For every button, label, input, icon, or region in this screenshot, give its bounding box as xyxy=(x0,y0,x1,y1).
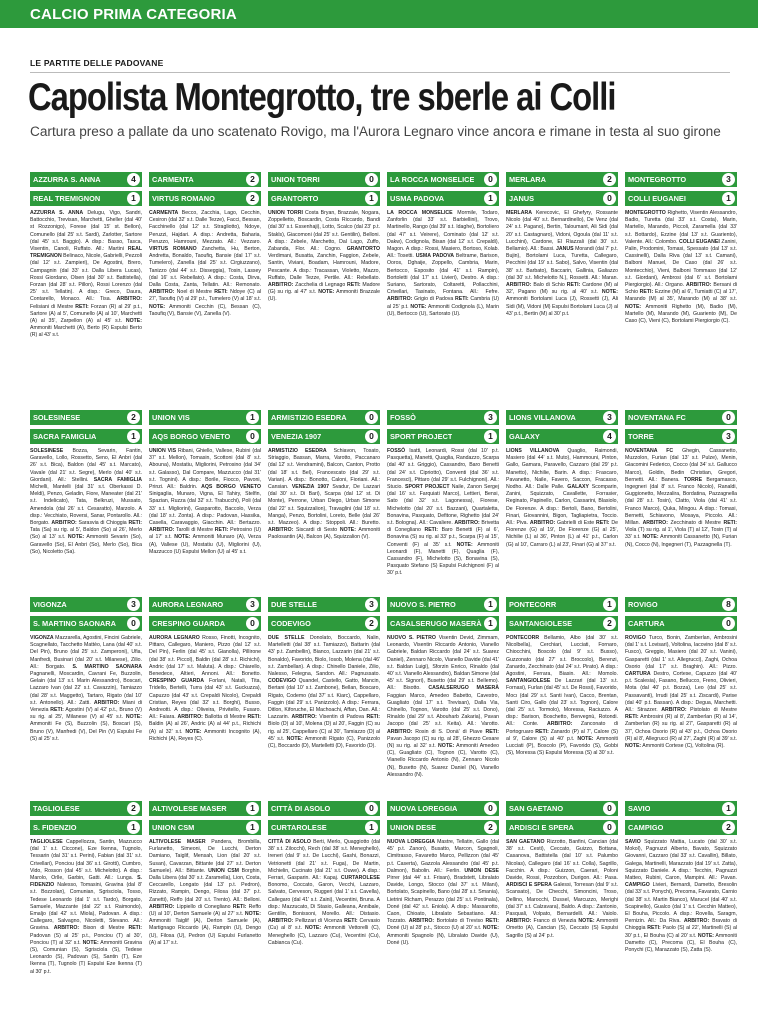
home-team-row xyxy=(30,597,142,612)
match-box xyxy=(30,172,142,404)
home-team-score: 1 xyxy=(603,598,616,611)
match-report: ALTIVOLESE MASER Pandera, Brombilla, Furlanetto, Simeoni, De Lucchi, Derton Damiano, Taiglif, Mensah, Lion (dal 20' s.t. Susan), Cavarzan, Bittante (dal 27' s.t. Derton Samuele). All.: Bittante. UNION CSM Borghin, Dalla Libera (dal 30' s.t. Zaramella), Lion, Costa, Ceccarello, Longato (dal 13' p.t. Pedron), Rizzato, Rampin, Dengo, Filosa (dal 37' p.t. Zanetti), Reffo (dal 20' s.t. Trento). All.: Belloni. ARBITRO: Lippiello di Conegliano RETI: Reffo (U) al 10', Derton Samuele (A) al 27' s.t. NOTE: Ammoniti Taiglif (A), Derton Samuele (A), Martignago Riccardo (A), Rampin (U), Dengo (U), Filosa (U), Pedron (U) Espulsi Furlanetto (A) al 17' s.t. xyxy=(149,839,261,946)
away-team-name: TORRE xyxy=(628,432,654,441)
home-team-name: CARMENTA xyxy=(152,175,194,184)
home-team-score: 3 xyxy=(127,598,140,611)
away-team-score: 1 xyxy=(722,192,735,205)
home-team-row xyxy=(387,172,499,187)
match-report: SAVIO Squizzato Mattia, Lucato (dal 30' s.t. Mokol), Pagnuzzi Alberto, Bavato, Squizzato Giovanni, Cazzaro (dal 33' s.t. Cavallin), Billato, Galega, Martinelli, Marazzato (dal 19' s.t. Zatta), Squizzato Daniele. A disp.: Tecchin, Pagnuzzi Matteo, Rubini, Caron, Mampini. All.: Pavan. CAMPIGO Livieri, Bernardi, Dametto, Bresolin (dal 33' s.t. Ponychi), Precoma, Favarato, Carnio (dal 38' s.t. Martin Bianco), Marucel (dal 40' s.t. Scapinello), Gualco (dal 1' s.t. Cecchin Matteo), El Bouha, Piccolo. A disp.: Rovella, Saragm, Pernizin. All.: Da Riva. ARBITRO: Bravato di Chioggia RETI: Paolo (S) al 22', Martinelli (S) al 30' p.t., El Bouha (C) al 20' s.t. NOTE: Ammoniti Dametto (C), Precoma (C), El Bouha (C), Ponychi (C), Marazzato (S), Zatta (S). xyxy=(625,839,737,954)
home-team-name: LIONS VILLANOVA xyxy=(509,413,576,422)
home-team-name: MERLARA xyxy=(509,175,546,184)
away-team-name: AQS BORGO VENETO xyxy=(152,432,231,441)
away-team-score: 3 xyxy=(722,430,735,443)
match-box xyxy=(506,597,618,789)
section-header xyxy=(0,0,758,28)
match-report: PONTECORR Bellamio, Albo (dal 30' s.t. Nicolbella), Cerchiari, Lucciati, Fornaro, Chiocchini, Boscolo (dal 9' s.t. Busso), Guzzonato (dal 27' s.t. Broccolo), Berenzi, Zanardo, Zecchinato (dal 24' s.t. Pirato). A disp.: Agostini, Ferrara, Biasin. All.: Momolo. SANTANGIOLESE De Lazzari (dal 13' s.t. Fornasi), Furlan (dal 45' s.t. De Rossi), Favorido, Mocı (dal 29' s.t. Santi Ivan), Cacco, Brentan, Santi Ciro, Gallo (dal 23' s.t. Tognon), Calore (dal 25' s.t. Tormolo), Moressa, Raciuzzo. A disp.: Barison, Boschetto, Benvegnù, Rotondi. All.: Conte. ARBITRO: Zanconato di Portogruaro RETI: Zanardo (P) al 7', Calore (S) al 9', Calore (S) al 40' p.t. NOTE: Ammoniti Lucciati (P), Boscolo (P), Favorido (S), Gobbi (S), Moressa (S) Espulsi Moressa (S) al 30' s.t. xyxy=(506,635,618,757)
home-team-name: ARMISTIZIO ESEDRA xyxy=(271,413,347,422)
away-team-row xyxy=(506,820,618,835)
away-team-score: 0 xyxy=(603,192,616,205)
home-team-row xyxy=(268,410,380,425)
match-report: ROVIGO Turco, Bonin, Zamberlan, Ambrosini (dal 1' s.t. Lovisari), Voltolina, Iacovino (dal 8' s.t. Fusco), Greggio, Masiero (dal 20' s.t. Vanini), Gasparetti (dal 1' s.t. Allegrucci), Zaghi, Ochoa Osorio (dal 17' s.t. Braghin). All.: Pizzo. CARTURA Destro, Cortese, Capuzzo (dal 40' p.t. Scalesia), Fasano, Bellucco, Freno, Olivieri, Mota (dal 40' p.t. Bozza), Leo (dal 25' s.t. Passavanti), Irrudi (dal 25' s.t. Ziscardi), Parise (dal 40' p.t. Bassan). A disp.: Degua, Marchetti. All.: Strazzer. ARBITRO: Pistolato di Mestre RETI: Ambrosini (R) al 8', Zamberlan (R) al 14', Zamberlan (R) su rig. al 27', Gasparetti (R) al 37', Ochoa Osorio (R) al 43' p.t., Ochoa Osorio (R) al 8', Allegrucci (R) al 27', Zaghi (R) al 39' s.t. NOTE: Ammoniti Cortese (C), Voltolina (R). xyxy=(625,635,737,750)
home-team-name: NUOVO S. PIETRO xyxy=(390,600,456,609)
away-team-row xyxy=(149,429,261,444)
away-team-row xyxy=(387,616,499,631)
home-team-row xyxy=(625,801,737,816)
home-team-score: 8 xyxy=(722,598,735,611)
away-team-row xyxy=(625,616,737,631)
home-team-row xyxy=(268,801,380,816)
home-team-row xyxy=(387,801,499,816)
home-team-name: ROVIGO xyxy=(628,600,658,609)
home-team-score: 4 xyxy=(127,173,140,186)
match-box xyxy=(30,410,142,593)
match-report: DUE STELLE Donolato, Boccardo, Nalin, Martelletti (dal 38' s.t. Tamiazzo), Battarin (dal 43' p.t. Zambellin), Bianco, Lazzarin (dal 21' s.t. Bonaldo), Favorido, Biolo, Iosob, Molena (dal 46' s.t. Zambellan). A disp.: Chinello Daniele, Zilio, Nalesso, Felegna, Sandon. All.: Pagnussato. CODEVIGO Quandel, Castello, Gatto, Mancin, Bertani (dal 10' s.t. Zambone), Bellan, Boscaro, Rigato, Codemo (dal 37' s.t. Kiarc), Cappellaro, Faggin (dal 29' s.t. Panizzolo). A disp.: Ferrara, Ditlon, Kiforuche, El Machoachi, Affan, Dan. All.: Lazzarin. ARBITRO: Visentin di Padova RETI: Biolo (D) al 10', Molena (D) al 20', Faggin (C) su rig. al 25', Cappellaro (C) al 30', Tamiazzo (D) al 45' s.t. NOTE: Ammoniti Rigato (C), Panizzolo (C), Boccardo (D), Martelletti (D), Favorido (D). xyxy=(268,635,380,750)
away-team-name: GALAXY xyxy=(509,432,540,441)
home-team-row xyxy=(149,597,261,612)
away-team-score: 1 xyxy=(365,821,378,834)
home-team-row xyxy=(30,801,142,816)
away-team-row xyxy=(625,191,737,206)
away-team-row xyxy=(625,820,737,835)
away-team-name: SANTANGIOLESE xyxy=(509,619,573,628)
away-team-row xyxy=(30,616,142,631)
away-team-score: 0 xyxy=(246,430,259,443)
away-team-row xyxy=(30,191,142,206)
away-team-name: USMA PADOVA xyxy=(390,194,445,203)
match-report: MERLARA Kerecovic, El Ghefyry, Rossante Nicolo (dal 40' s.t. Bernardinello), De Venz (dal 24' s.t. Pagano), Bertin, Taloumant, Ali Sidi (dal 20' s.t. Castagnaro), Vidoni, Ogoula (dal 11' s.t. Lucchini), Cardone, El Riazzali (dal 30' s.t. Bellamio). All.: Bassi. JANUS Morandi (dal 7' p.t. Bujin), Bortolami Luca, Turetta, Callegaro, Pecchini (dal 19' s.t. Sabo), Salvo, Visentin (dal 38' s.t. Barbato), Baccarin, Gallinia, Galiazzo (dal 30' s.t. Michelotto N.), Rossetti. All.: Maran. ARBITRO: Balo di Schio RETI: Cardone (M) al 32', Pagano (M) su rig. al 40' s.t. NOTE: Ammoniti Bortolami Luca (J), Rossetti (J), Ali Sidi (M), Vidoni (M) Espulsi Bortolami Luca (J) al 43' p.t., Bertin (M) al 30' p.t. xyxy=(506,210,618,317)
away-team-name: CARTURA xyxy=(628,619,665,628)
away-team-score: 2 xyxy=(722,821,735,834)
away-team-row xyxy=(268,820,380,835)
home-team-name: PONTECORR xyxy=(509,600,557,609)
match-report: SOLESINESE Bozza, Sevarin, Fantin, Garavello, Lollo, Rossetto, Seno, El Anbri (dal 26' s.t. Bica), Baldon (dal 45' s.t. Marcato), Vavale (dal 21' s.t. Segre), Merlo (dal 40' s.t. Giordani). All.: Stellini. SACRA FAMIGLIA Michelli, Mantelli (dal 31' s.t. Oberkassi D. Meldi), Penzo, Geladin, Fiore, Maneater (dal 21' s.t. Indelicato), Tata, Belkruzi, Mussato, Amendola (dal 26' s.t. Cesaratto), Marzolo. A disp.: Vecchiato, Roversi, Sanar, Pontarollo. All.: Borgato. ARBITRO: Sarasvia di Chioggia RETI: Tata (Sa) su rig. al 5', Baldon (So) al 26', Merlo (So) al 13' s.t. NOTE: Ammoniti Sevarin (So), Garavello (So), El Anbri (So), Merlo (So), Bica (So), Nicoletto (Sa). xyxy=(30,448,142,555)
home-team-name: CITTÀ DI ASOLO xyxy=(271,804,331,813)
kicker: LE PARTITE DELLE PADOVANE xyxy=(30,58,164,68)
match-box xyxy=(506,172,618,404)
home-team-score: 3 xyxy=(603,411,616,424)
home-team-row xyxy=(149,410,261,425)
away-team-name: ARDISCI E SPERA xyxy=(509,823,574,832)
match-box xyxy=(149,597,261,789)
home-team-score: 3 xyxy=(484,411,497,424)
home-team-name: VIGONZA xyxy=(33,600,67,609)
home-team-name: SAN GAETANO xyxy=(509,804,564,813)
home-team-name: UNION TORRI xyxy=(271,175,320,184)
away-team-name: CAMPIGO xyxy=(628,823,664,832)
home-team-row xyxy=(506,410,618,425)
headline: Capolista Montegrotto, tre sberle ai Colli xyxy=(28,76,616,119)
match-box xyxy=(268,801,380,1021)
home-team-row xyxy=(506,172,618,187)
home-team-score: 0 xyxy=(365,173,378,186)
home-team-name: FOSSÒ xyxy=(390,413,416,422)
home-team-score: 2 xyxy=(603,173,616,186)
away-team-name: SPORT PROJECT xyxy=(390,432,453,441)
home-team-row xyxy=(387,410,499,425)
away-team-row xyxy=(149,616,261,631)
away-team-name: VENEZIA 1907 xyxy=(271,432,322,441)
away-team-score: 1 xyxy=(127,192,140,205)
match-box xyxy=(625,410,737,593)
match-box xyxy=(387,410,499,593)
match-box xyxy=(625,597,737,789)
home-team-score: 1 xyxy=(246,802,259,815)
match-box xyxy=(268,597,380,789)
away-team-name: COLLI EUGANEI xyxy=(628,194,686,203)
away-team-name: CURTAROLESE xyxy=(271,823,327,832)
divider xyxy=(30,72,730,73)
match-report: SAN GAETANO Rizzotto, Banfini, Cancian (dal 38' s.t. Cesti), Ceccato, Guizzo, Bottana, Casanova, Battistella (dal 10' s.t. Palumbo Nicolas), Callegaro (dal 16' s.t. Colla), Sagrillo, Facchin. A disp.: Guizzon, Caerari, Poloni Davide, Rossi, Pozzobon, Durigon. All.: Pasa. ARDISCI E SPERA Galessi, Torresan (dal 9' s.t. Scansato), De Checchi, Simoncini, Troso, Dellino, Marocchi, Dussel, Marcuzzo, Merighi (dal 37' s.t. Calzavara), Baldo. A disp.: Zantonio, Pasquali, Volpato, Bernardelli. All.: Vaiolo. ARBITRO: Franco di Venezia NOTE: Ammoniti Ometto (A), Cancian (S), Ceccato (S) Espulsi Sagrillo (S) al 24' p.t. xyxy=(506,839,618,939)
away-team-score: 0 xyxy=(603,821,616,834)
home-team-row xyxy=(30,172,142,187)
home-team-name: AZZURRA S. ANNA xyxy=(33,175,101,184)
away-team-score: 0 xyxy=(246,617,259,630)
away-team-row xyxy=(625,429,737,444)
home-team-name: TAGLIOLESE xyxy=(33,804,80,813)
home-team-row xyxy=(149,801,261,816)
home-team-name: UNION VIS xyxy=(152,413,190,422)
away-team-name: REAL TREMIGNON xyxy=(33,194,101,203)
away-team-row xyxy=(149,191,261,206)
away-team-name: CASALSERUGO MASERÀ xyxy=(390,619,482,628)
match-report: AZZURRA S. ANNA Delugu, Vigo, Sandri, Battocchio, Trevisan, Marchetti, Gheller (dal 40' st Rozzonigo), Forese (dal 15' st. Bellon), Comunello (dal 25' s.t. Sardi), Zarlotter, Sartore (dal 45' s.t. Baggio). A disp.: Basso, Tasca, Visentin, Canoli, Ruffato. All.: Martini REAL TREMIGNON Belinaco, Nicole, Gabrielli, Pezzoli (dal 12' s.t. Zampieri), De Agostini, Brero, Campagnin (dal 33' s.t. Dalla Libera Lucas), Rossi Giordano, Olsen (dal 30' s.t. Battistella), Forzan (dal 28' s.t. Pillon), Rossi Lorenzo (dal 25' s.t. Tellatin). A disp.: Greco, Daura, Contarello, Monaco. All.: Tisa. ARBITRO: Felisiani di Mestre RETI: Forzan (R) al 29' p.t., Sartore (A) al 5', Comunello (A) al 10', Marchetti (A) al 35', Zarpellon (A) al 45' s.t. NOTE: Ammoniti Marchetti (A), Berto (R) Espulsi Berto (R) al 43' s.t. xyxy=(30,210,142,339)
away-team-row xyxy=(268,429,380,444)
home-team-score: 0 xyxy=(484,173,497,186)
away-team-score: 0 xyxy=(365,430,378,443)
match-box xyxy=(506,410,618,593)
away-team-score: 1 xyxy=(127,430,140,443)
home-team-score: 1 xyxy=(722,802,735,815)
away-team-name: SACRA FAMIGLIA xyxy=(33,432,97,441)
match-box xyxy=(625,801,737,1021)
home-team-row xyxy=(387,597,499,612)
match-box xyxy=(149,410,261,593)
away-team-name: JANUS xyxy=(509,194,535,203)
away-team-score: 2 xyxy=(484,821,497,834)
match-report: LIONS VILLANOVA Quaglio, Raimondi, Masiero (dal 44' s.t. Muto), Hammouni, Pinton, Gallo, Gamara, Paravello, Cazzaro (dal 29' p.t. Manetto), Nichilie, Barin. A disp.: Frascaro, Pavanetto, Naile, Favero, Saccon, Fracasso, Nodho. All.: Dalle Palle. GALAXY Scomparin, Zanini, Squizzato, Cavallette, Forrasier, Reginato, Papinello, Carlon, Cassarini, Blasiolo, De Fiorenze. A disp.: Bertoli, Bano, Bertolini, Finari, Giovannini, Bigon, Tagliapietra, Toccio. All.: Piva. ARBITRO: Gabrielli di Este RETI: De Fiorenze (G) al 19', De Fiorenze (G) al 25', Nichilie (L) al 36', Pinton (L) al 41' p.t., Carlon (G) al 10', Carraro (L) al 23', Finari (G) al 37' s.t. xyxy=(506,448,618,548)
match-report: UNION TORRI Costa Bryan, Brazzale, Nogara, Zoppelletto, Boscardin, Costa Riccardo, Bandi (dal 30' s.t. Essenhaji), Lotto, Scalco (dal 23' p.t. Stakls), Giacomoni (dal 25' s.t. Gentilin), Belloni. A disp.: Zebele, Marchetto, Dal Lago, Zuffo, Zabanda, Flor. All.: Cogno. GRANTORTO Verdimani, Busatta, Zanchin, Faggion, Zebele, Santin, Viviani, Boadam, Hamrouni, Madore, Pescante. A disp.: Tracassan, Violetto, Mazzo, Ruffato, Dalle Tezze, Pertile. All.: Rebellato. ARBITRO: Zacchelia di Legnago RETI: Madore (G) su rig. al 47' s.t. NOTE: Ammoniti Brazzale (U). xyxy=(268,210,380,303)
away-team-row xyxy=(268,616,380,631)
match-report: ARMISTIZIO ESEDRA Schiavon, Tosato, Striaggio, Bassan, Marra, Varotto, Paccanaro (dal 12' s.t. Vendramini), Balcon, Canton, Protto (dal 18' s.t. Bel), Francescato (dal 29' s.t. Varian). A disp.: Bonotto, Caloni, Fioriani. All.: Cansian. VENEZIA 1907 Svadur, De Lazzari (dal 30' s.t. Di Bari), Scarpa (dal 12' st. Di Monte), Perrone, Urban Diego, Urban Simone (dal 22' s.t. Squizzalion), Travaglini (dal 18' s.t. Manga), Penzo, Bortolini, Loreto, Belle (dal 26' s.t. Mazzeo). A disp.: Stoppoli. All.: Buretto. ARBITRO: Siscardi di Sesto NOTE: Ammoniti Paolosantin (A), Balcon (A), Squizzalion (V). xyxy=(268,448,380,541)
away-team-score: 0 xyxy=(127,617,140,630)
home-team-name: LA ROCCA MONSELICE xyxy=(390,175,475,184)
home-team-score: 2 xyxy=(246,173,259,186)
match-report: MONTEGROTTO Righetto, Visentin Alessandro, Badio, Turetta (dal 33' s.t. Costa), Marin, Martello, Marando, Piccoli, Zaramella (dal 33' s.t. Bottardo), Ezzine (dal 13' s.t. Guariento), Valente. All.: Colombo. COLLI EUGANEI Zanini, Palin, Prodomini, Tomasi, Spessato (dal 13' s.t. Cassinelli), Dalla Riva (dal 13' s.t. Camani), Balboni Manuel, De Caso (dal 26' s.t. Montecchio), Vieni, Balboni Tommaso (dal 12' s.t. Giordani), Ambrosi (dal 6' s.t. Bortolami Piergiorgio). All.: Organo. ARBITRO: Bersani di Schio RETI: Ezzine (M) al 6', Tumiatti (C) al 17', Marando (M) al 35', Marando (M) al 38' s.t. NOTE: Ammoniti Righetto (M), Badio (M), Martello (M), Marando (M), Guariento (M), De Caso (C), Vieni (C), Bortolami Piergiorgio (C). xyxy=(625,210,737,325)
home-team-name: SOLESINESE xyxy=(33,413,81,422)
subtitle: Cartura preso a pallate da uno scatenato Rovigo, ma l'Aurora Legnaro vince ancora e rimane in testa al suo girone xyxy=(30,124,721,140)
match-box xyxy=(149,801,261,1021)
away-team-row xyxy=(149,820,261,835)
home-team-row xyxy=(149,172,261,187)
away-team-score: 4 xyxy=(603,430,616,443)
section-title: CALCIO PRIMA CATEGORIA xyxy=(30,6,237,23)
home-team-score: 2 xyxy=(127,802,140,815)
match-report: AURORA LEGNARO Rosso, Finotti, Incognito, Pittaro, Callegaro, Maniero, Pizzo (dal 12' s.t. Del Pin), Ferlin (dal 45' s.t. Gianolla), Pillirone (dal 38' s.t. Piccol), Baldin (dal 28' s.t. Richichi), Andric (dal 17' s.t. Maluta). A disp.: Chiarello, Benedece, Altieri, Annoni. All.: Bonetto. CRESPINO GUARDA Forlani, Natali, Tita, Tridello, Bertelli, Turra (dal 43' s.t. Guckuzza), Capuzzo (dal 43' s.t. Crepaldi Nicolo), Crepaldi Cristian, Reyes (dal 32' s.t. Borghi), Busso, Andreotti. A disp.: Oliveira, Privitello, Fusaro. All.: Faiara. ARBITRO: Ballotta di Mestre RETI: Baldin (A) al 26', Andric (A) al 44' p.t., Richichi (A) al 32' s.t. NOTE: Ammoniti Incognito (A), Richichi (A), Reyes (C). xyxy=(149,635,261,742)
away-team-score: 2 xyxy=(603,617,616,630)
away-team-row xyxy=(30,429,142,444)
home-team-row xyxy=(30,410,142,425)
match-report: NUOVO S. PIETRO Visentin Devid, Zimmam, Leonardo, Visentin Riccardo Antonio, Vianello Gabriele, Baldan Riccardo (dal 24' s.t. Suarez Daniel), Zennaro Nicolo, Vianello Davide (dal 41' s.t. Baldan Luigi), Sforzin Enrico, Rinaldo (dal 40' s.t. Vianello Alessandro), Baldan Simone (dal 45' s.t. Signori), Busetto (dal 29' s.t. Bellemo). All.: Bisotto. CASALSERUGO MASERÀ Faggian Marco, Amedeo Babetto, Cavestro, Guagliato (dal 17' s.t. Trevisan), Dalla Via, Chinello, Tognon, Varotto (dal 25' s.t. Dono), Rinaldo (dal 29' s.t. Abouharb Zakaria), Pavan Jacopo (dal 25' s.t. Keita). All.: Varotto. ARBITRO: Rosin di S. Donà' di Piave RETI: Pavan Jacopo (C) su rig. al 28', Ghezzo Cesare (N) su rig. al 32' s.t. NOTE: Ammoniti Amedeo (C), Guagliato (C), Tognon (C), Varotto (C), Vianello Riccardo Antonio (N), Zennaro Nicolo (N), Busetto (N), Suarez Daniel (N), Vianello Alessandro (N). xyxy=(387,635,499,778)
home-team-name: NUOVA LOREGGIA xyxy=(390,804,458,813)
match-box xyxy=(387,597,499,789)
home-team-name: NOVENTANA FC xyxy=(628,413,686,422)
away-team-name: S. FIDENZIO xyxy=(33,823,77,832)
home-team-score: 0 xyxy=(484,802,497,815)
away-team-name: GRANTORTO xyxy=(271,194,319,203)
match-report: CITTÀ DI ASOLO Berti, Merlo, Quaggiotto (dal 38' s.t. Zilocchi), Rech (dal 38' s.t. Meneghello), Ireneri (dal 9' s.t. De Lucchi), Gashi, Bonazzi, Vetrionetti (dal 21' s.t. Fuga), De Martin, Michielin, Cucinato (dal 21' s.t. Ouwe). A disp.: Ferrari, Gasparin. All.: Kapaj. CURTAROLESE Bonomo, Coccato, Garon, Vecchi, Lazzaro, Salvato, Cerveson, Ruggeri (dal 1' s.t. Cavella), Callegaro (dal 41' s.t. Zaini), Vecentini, Bruna. A disp.: Mazzucato, Di Stasio, Galleana, Annibale, Gentilin, Bonissoni, Morello. All.: Distasio. ARBITRO: Pellizzari di Vicenza RETI: Cervasio (Cu) al 8' s.t. NOTE: Ammoniti Vettorelli (C), Meneghello (C), Lazzaro (Cu), Vecentini (Cu), Cabianca (Cu). xyxy=(268,839,380,946)
home-team-score: 3 xyxy=(246,598,259,611)
match-report: FOSSÒ Isatti, Leonardi, Rossi (dal 10' p.t. Pasquetta), Manetti, Quaglia, Randazzo, Scarpa (dal 40' s.t. Griggio), Cassandro, Baro Benetti (dal 24' s.t. Cipriotto), Conventi (dal 36' s.t. Francesci), Pittaro (dal 29' s.t. Fulchignoni). All.: Stucio. SPORT PROJECT Naile, Zanon Sergej (dal 16' s.t. Farquiati Marco), Lettieri, Bensi, Sato (dal 32' s.t. Lagonessa), Fiorese, Michelotto (dal 20' s.t. Bazzani), Quartaletta, Bonavina, Pasquato, Defitone, Righetto (dal 24' s.t. Bologna). All.: Cavaliere. ARBITRO: Brivetta di Conegliano RETI: Baro Benetti (F) al 6', Bonavina (S) su rig. al 33' p.t., Scarpa (F) al 15', Conventi (F) al 35' s.t. NOTE: Ammoniti Leonardi (F), Manetti (F), Quaglia (F), Cassandro (F), Michelotto (S), Bonavina (S), Pasquato Stefano (S) Espulsi Fulchignoni (F) al 30' p.t. xyxy=(387,448,499,577)
match-box xyxy=(506,801,618,1021)
match-report: LA ROCCA MONSELICE Mormile, Todaro, Zanforlin (dal 33' s.t. Barbiellini), Trovo, Martinello, Rango (dal 39' s.t. Idaghe), Bortoliero (dal 47' s.t. Veirere), Cominato (dal 12' s.t. Dakw), Codignola, Bisan (dal 12' s.t. Crepaldi), Magon. A disp.: Rossi, Masiero, Bortoso, Kolab. All.: Tosetti. USMA PADOVA Beltrame, Barison, Ooros, Dghaije, Zoppello, Cambria, Marin, Bertocco, Esposito (dal 41' s.t. Rampin), Bortoletti (dal 17' s.t. Livieri), Destro. A disp.: Suriano, Sartorato, Coltaretti, Pollacchini, Crivellari, Tasinato, Fontana. All.: Fefre. ARBITRO: Grigio di Padova RETI: Cambria (U) al 25' p.t. NOTE: Ammoniti Codignola (L), Marin (U), Bertocco (U), Sartorato (U). xyxy=(387,210,499,317)
home-team-row xyxy=(625,172,737,187)
match-report: NOVENTANA FC Ghegin, Cassanetto, Muzzolon, Furian (dal 13' s.t. Pulze), Menin, Giacomini Federico, Cocco (dal 34' s.t. Gallucco Marco), Goldin, Bedin Christian, Gregori, Bernetti. All.: Banera. TORRE Bergamasco, Ingegneri (dal 8' s.t. Franco Nicolo), Ranaldi, Guggionetto, Mezzalira, Bordatina, Pazzagnella (dal 28' s.t. Tosin), Clatto, Viola (dal 41' s.t. Franco Marco), Quka, Mingou. A disp.: Tomasi, Bernetti, Schiavono, Mosaya, Piccolo. All.: Millan. ARBITRO: Zecchinato di Mestre RETI: Viola (T) su rig. al 1', Viola (T) al 12', Tosin (T) al 33' s.t. NOTE: Ammoniti Cassanetto (N), Furian (N), Cocco (N), Ingegneri (T), Pazzagnella (T). xyxy=(625,448,737,548)
away-team-score: 1 xyxy=(127,821,140,834)
away-team-name: S. MARTINO SAONARA xyxy=(33,619,116,628)
home-team-score: 0 xyxy=(365,802,378,815)
away-team-row xyxy=(30,820,142,835)
away-team-row xyxy=(268,191,380,206)
away-team-row xyxy=(506,191,618,206)
away-team-row xyxy=(387,191,499,206)
home-team-name: MONTEGROTTO xyxy=(628,175,687,184)
home-team-score: 3 xyxy=(722,173,735,186)
match-box xyxy=(387,172,499,404)
match-report: TAGLIOLESE Cappellozza, Santin, Mazzucco (dal 1' s.t. Ciccone), Eze Ikenna, Tugnolo, Tessarin (dal 31' s.t. Perini), Fabian (dal 31' s.t. Crivellari), Ponciou (dal 36' s.t. Girotti), Cumbro, Vido, Rosson (dal 45' s.t. Michelotto). A disp.: Marolo, Orlle, Garbin, Gatti. All.: Lunga. S. FIDENZIO Nalesso, Tomasini, Gravina (dal 8' s.t. Bozzolan), Comunian, Sgrisciola, Tosso, Tedese Leonardo (dal 1' s.t. Tardo), Borgato, Samuele, Mazzante (dal 22' s.t. Raimondo), Emaljo (dal 42' s.t. Miola), Padovan. A disp.: Callegaro, Salvagno, Nicoletti, Stevano. All.: Gravina. ARBITRO: Bison di Mestre RETI: Padovan (S) al 25' p.t., Ponciou (T) al 30', Ponciou (T) al 32' s.t. NOTE: Ammoniti Gravina (S), Comunian (S), Sgrisciola (S), Tedese Leonardo (S), Padovan (S), Santin (T), Eze Ikenna (T), Tugnolo (T) Espulsi Eze Ikenna (T) al 30' p.t. xyxy=(30,839,142,975)
match-box xyxy=(268,410,380,593)
away-team-row xyxy=(506,429,618,444)
away-team-row xyxy=(387,820,499,835)
home-team-score: 0 xyxy=(365,411,378,424)
home-team-name: AURORA LEGNARO xyxy=(152,600,224,609)
home-team-score: 0 xyxy=(603,802,616,815)
home-team-score: 1 xyxy=(246,411,259,424)
home-team-name: ALTIVOLESE MASER xyxy=(152,804,227,813)
match-box xyxy=(30,801,142,1021)
match-report: UNION VIS Ribani, Ghiello, Vallese, Rubini (dal 37' s.t. Mellon), Tomasin, Scottoni (dal 8' s.t. Abouna), Mostatiu, Migliorini, Petrosino (dal 34' s.t. Galasso), Dal Compare, Mazzucco (dal 31' s.t. Tognini). A disp.: Borile, Fiocco, Pavoni, Prinzi. All.: Baldrin. AQS BORGO VENETO Sinigaglia, Munaro, Vigna, El Tahiry, Stelfin, Spazian, Ruzza (dal 32' s.t. Trabucchi), Poli (dal 33' s.t. Migliorini), Gasparotto, Baccolo, Verza (dal 18' s.t. Zonta). A disp.: Padovan, Hassika, Casella, Caravaggio, Giacchin. All.: Bertazzo. ARBITRO: Tarolli di Mestre RETI: Petrosino (U) al 17' s.t. NOTE: Ammoniti Munaro (A), Verza (A), Vallese (U), Mostatiu (U), Migliorini (U), Mazzucco (U) Espulsi Mellon (U) al 45' s.t. xyxy=(149,448,261,555)
match-report: CARMENTA Becco, Zacchia, Lago, Cecchin, Cesiron (dal 32' s.t. Dalle Tezze), Facci, Bessan, Facchinello (dal 12' s.t. Stragliotto), Ndoye, Peruzzi, Hajdari. A disp.: Andretta, Baharia, Peruzzo, Hamrouni, Mezzato. All.: Vezzaro. VIRTUS ROMANO Zanchetta, Hu, Berton, Andretta, Bonaldo, Taoufiq, Bansie (dal 17' s.t. Tumelero), Zanella (dal 25' s.t. Cirgiuzzano), Tanizzo (dal 44' s.t. Disseggia), Tosin, Lassey (dal 16' s.t. Rebellato). A disp.: Costa, Dirva, Dalla Costa, Zanta, Tellatin. All.: Remonato. ARBITRO: Noel di Mestre RETI: Ndoye (C) al 27', Taoufiq (V) al 29' p.t., Tumelero (V) al 18' s.t. NOTE: Ammoniti Cecchin (C), Bessan (C), Taoufiq (V), Bansie (V), Zanella (V). xyxy=(149,210,261,317)
home-team-score: 0 xyxy=(722,411,735,424)
match-report: NUOVA LOREGGIA Mastre, Tellatin, Gallo (dal 45' p.t. Zanon), Busatto, Marcon, Sgagnoli, Cimitrasso, Favaretto Marco, Pellizzon (dal 45' p.t. Caserta), Gazzola Alessandro (dal 45' p.t. Dalmon), Babolin. All.: Ferlin. UNION DESE Pirrer (dal 44' s.t. Frisan), Bradstett, Libralato Davide, Longo, Stocco (dal 37' s.t. Milani), Bortolato, Scapinello, Bano (dal 28' s.t. Smania), Lietrini Richam, Perazzo (dal 25' s.t. Pontinala), Doné (dal 42' s.t. Eniola). A disp.: Massarotto, Caon, Chioato, Libralato Sebastiano. All.: Tozzato. ARBITRO: Bortolato di Treviso RETI: Doné (U) al 28' p.t., Stocco (U) al 20' s.t. NOTE: Ammoniti Spagnolo (N), Libralato Davide (U), Doné (U). xyxy=(387,839,499,946)
match-box xyxy=(268,172,380,404)
home-team-row xyxy=(268,172,380,187)
home-team-name: DUE STELLE xyxy=(271,600,317,609)
home-team-score: 2 xyxy=(127,411,140,424)
away-team-score: 1 xyxy=(365,192,378,205)
match-box xyxy=(30,597,142,789)
away-team-name: VIRTUS ROMANO xyxy=(152,194,215,203)
home-team-score: 3 xyxy=(365,598,378,611)
home-team-row xyxy=(625,410,737,425)
home-team-name: SAVIO xyxy=(628,804,651,813)
home-team-score: 1 xyxy=(484,598,497,611)
away-team-score: 2 xyxy=(365,617,378,630)
away-team-name: CODEVIGO xyxy=(271,619,311,628)
match-report: VIGONZA Mazzarella, Agostini, Fincini Gabriele, Scagnellato, Tacchetto Mattèo, Lana (dal 40' s.t. Del Pin), Bruno (dal 25' s.t. Zamperoni), Ufia, Manfredi, Businari (dal 20' s.t. Milanese), Zilio. All.: Borgato. S. MARTINO SAONARA Pagnanelli, Moscardin, Cavrani Fe, Buzzolin, Gelain (dal 13' s.t. Marin Alessandro), Boscari, Lazzaro Ivan (dal 22' s.t. Cavazzin), Tamiazzo (dal 28' s.t. Maggetto), Tartaro, Rigato (dal 10' s.t. Antonello). All.: Zatti. ARBITRO: Miani di Venezia RETI: Agostini (V) al 42' p.t., Bruno (V) su rig. al 25', Milanese (V) al 45' s.t. NOTE: Ammoniti Fe (S), Buzzolin (S), Boscari (S), Bruno (V), Manfredi (V), Del Pin (V) Espulsi Fe (S) al 25' s.t. xyxy=(30,635,142,742)
away-team-score: 2 xyxy=(246,192,259,205)
away-team-score: 1 xyxy=(246,821,259,834)
match-box xyxy=(149,172,261,404)
home-team-row xyxy=(506,801,618,816)
home-team-row xyxy=(268,597,380,612)
away-team-score: 0 xyxy=(722,617,735,630)
away-team-score: 1 xyxy=(484,430,497,443)
away-team-row xyxy=(387,429,499,444)
home-team-row xyxy=(506,597,618,612)
away-team-score: 1 xyxy=(484,192,497,205)
home-team-row xyxy=(625,597,737,612)
away-team-score: 1 xyxy=(484,617,497,630)
away-team-name: UNION DESE xyxy=(390,823,436,832)
away-team-name: UNION CSM xyxy=(152,823,195,832)
match-box xyxy=(387,801,499,1021)
away-team-row xyxy=(506,616,618,631)
match-box xyxy=(625,172,737,404)
away-team-name: CRESPINO GUARDA xyxy=(152,619,226,628)
